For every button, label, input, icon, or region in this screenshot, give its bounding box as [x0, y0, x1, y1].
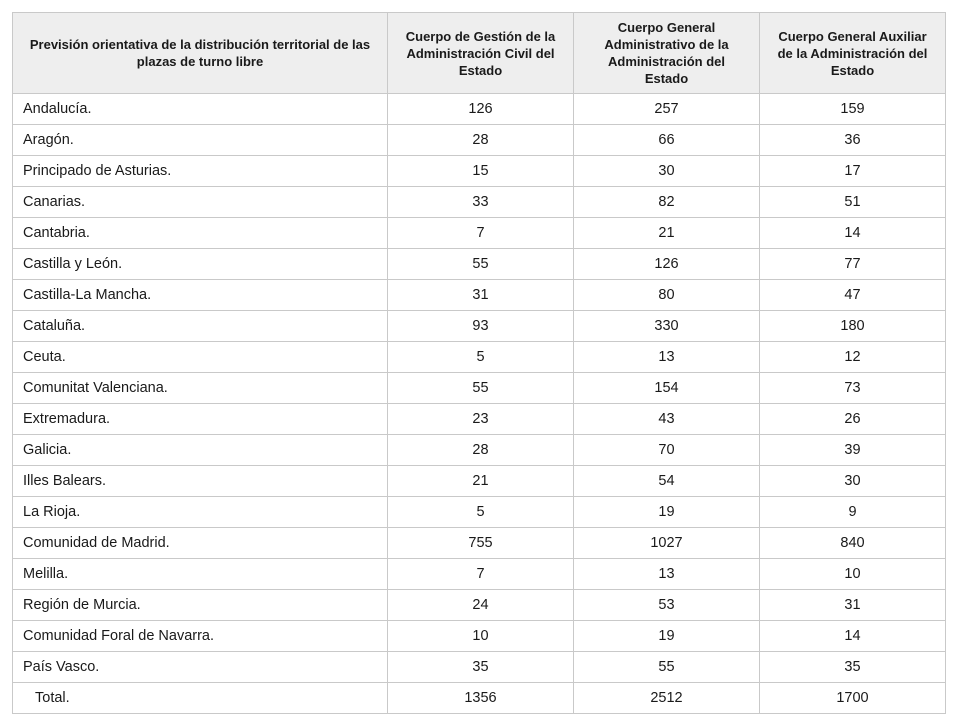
territory-cell: Canarias.	[13, 187, 388, 218]
table-row	[13, 125, 946, 156]
value-cell: 28	[388, 435, 574, 466]
value-cell: 1027	[574, 528, 760, 559]
distribution-table	[12, 12, 946, 714]
value-cell: 5	[388, 497, 574, 528]
value-cell: 80	[574, 280, 760, 311]
value-cell: 66	[574, 125, 760, 156]
table-row	[13, 373, 946, 404]
territory-cell: Cantabria.	[13, 218, 388, 249]
value-cell: 31	[760, 590, 946, 621]
value-cell: 26	[760, 404, 946, 435]
value-cell: 55	[388, 249, 574, 280]
table-row	[13, 435, 946, 466]
value-cell: 53	[574, 590, 760, 621]
value-cell: 21	[574, 218, 760, 249]
value-cell: 55	[388, 373, 574, 404]
table-row	[13, 280, 946, 311]
value-cell: 840	[760, 528, 946, 559]
value-cell: 14	[760, 218, 946, 249]
value-cell: 43	[574, 404, 760, 435]
value-cell: 7	[388, 559, 574, 590]
table-row	[13, 342, 946, 373]
header-cuerpo-general-auxiliar: Cuerpo General Auxiliar de la Administración del Estado	[760, 13, 946, 94]
value-cell: 51	[760, 187, 946, 218]
territory-cell: Ceuta.	[13, 342, 388, 373]
value-cell: 54	[574, 466, 760, 497]
table-row	[13, 218, 946, 249]
value-cell: 82	[574, 187, 760, 218]
territory-cell: Región de Murcia.	[13, 590, 388, 621]
value-cell: 93	[388, 311, 574, 342]
value-cell: 13	[574, 559, 760, 590]
value-cell: 31	[388, 280, 574, 311]
table-row	[13, 249, 946, 280]
value-cell: 77	[760, 249, 946, 280]
table-row	[13, 652, 946, 683]
header-cuerpo-gestion: Cuerpo de Gestión de la Administración Civil del Estado	[388, 13, 574, 94]
territory-cell: Galicia.	[13, 435, 388, 466]
value-cell: 5	[388, 342, 574, 373]
territory-cell: Comunitat Valenciana.	[13, 373, 388, 404]
value-cell: 14	[760, 621, 946, 652]
total-value-cell: 1700	[760, 683, 946, 714]
value-cell: 12	[760, 342, 946, 373]
value-cell: 36	[760, 125, 946, 156]
value-cell: 126	[388, 94, 574, 125]
value-cell: 180	[760, 311, 946, 342]
value-cell: 10	[388, 621, 574, 652]
table-row	[13, 559, 946, 590]
territory-cell: País Vasco.	[13, 652, 388, 683]
table-row	[13, 187, 946, 218]
value-cell: 28	[388, 125, 574, 156]
total-label-cell: Total.	[13, 683, 388, 714]
territory-cell: Extremadura.	[13, 404, 388, 435]
value-cell: 330	[574, 311, 760, 342]
value-cell: 755	[388, 528, 574, 559]
territory-cell: Comunidad de Madrid.	[13, 528, 388, 559]
value-cell: 33	[388, 187, 574, 218]
value-cell: 47	[760, 280, 946, 311]
table-row	[13, 466, 946, 497]
value-cell: 24	[388, 590, 574, 621]
table-row	[13, 94, 946, 125]
territory-cell: Andalucía.	[13, 94, 388, 125]
total-row	[13, 683, 946, 714]
value-cell: 126	[574, 249, 760, 280]
territory-cell: Cataluña.	[13, 311, 388, 342]
value-cell: 7	[388, 218, 574, 249]
value-cell: 30	[760, 466, 946, 497]
table-row	[13, 590, 946, 621]
territory-cell: La Rioja.	[13, 497, 388, 528]
territory-cell: Castilla-La Mancha.	[13, 280, 388, 311]
total-value-cell: 2512	[574, 683, 760, 714]
value-cell: 154	[574, 373, 760, 404]
territory-cell: Illes Balears.	[13, 466, 388, 497]
territory-cell: Aragón.	[13, 125, 388, 156]
table-row	[13, 497, 946, 528]
value-cell: 13	[574, 342, 760, 373]
total-value-cell: 1356	[388, 683, 574, 714]
value-cell: 9	[760, 497, 946, 528]
value-cell: 39	[760, 435, 946, 466]
header-territory: Previsión orientativa de la distribución territorial de las plazas de turno libre	[13, 13, 388, 94]
territory-cell: Melilla.	[13, 559, 388, 590]
value-cell: 30	[574, 156, 760, 187]
value-cell: 257	[574, 94, 760, 125]
value-cell: 35	[388, 652, 574, 683]
territory-cell: Castilla y León.	[13, 249, 388, 280]
value-cell: 19	[574, 621, 760, 652]
value-cell: 15	[388, 156, 574, 187]
table-row	[13, 621, 946, 652]
value-cell: 17	[760, 156, 946, 187]
value-cell: 23	[388, 404, 574, 435]
value-cell: 35	[760, 652, 946, 683]
territory-cell: Principado de Asturias.	[13, 156, 388, 187]
value-cell: 21	[388, 466, 574, 497]
territory-cell: Comunidad Foral de Navarra.	[13, 621, 388, 652]
table-row	[13, 311, 946, 342]
table-row	[13, 528, 946, 559]
table-row	[13, 156, 946, 187]
header-row	[13, 13, 946, 94]
value-cell: 19	[574, 497, 760, 528]
header-cuerpo-general-administrativo: Cuerpo General Administrativo de la Administración del Estado	[574, 13, 760, 94]
value-cell: 70	[574, 435, 760, 466]
value-cell: 159	[760, 94, 946, 125]
table-row	[13, 404, 946, 435]
value-cell: 55	[574, 652, 760, 683]
value-cell: 10	[760, 559, 946, 590]
value-cell: 73	[760, 373, 946, 404]
